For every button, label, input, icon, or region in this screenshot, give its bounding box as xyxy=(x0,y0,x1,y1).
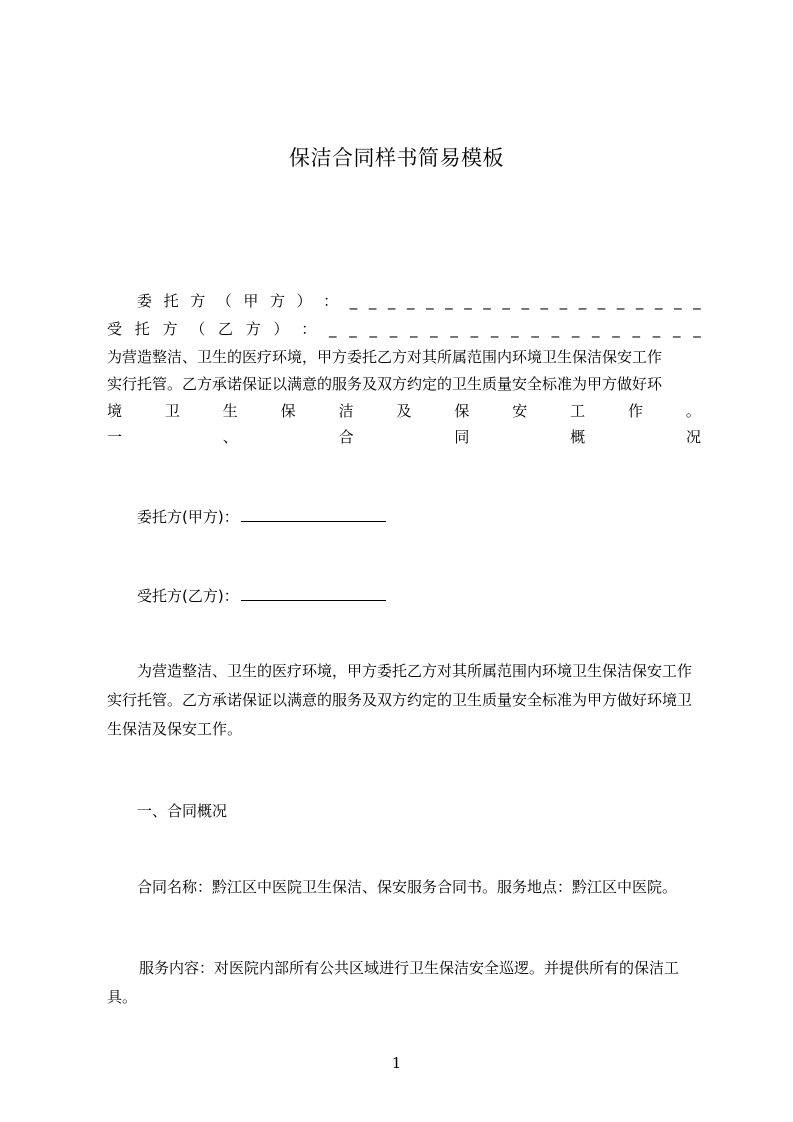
spread-char: _ xyxy=(559,292,568,310)
service-content-paragraph xyxy=(107,954,701,1012)
spread-char: 工 xyxy=(570,402,586,420)
spread-char: 乙 xyxy=(218,320,234,338)
client-field xyxy=(137,506,386,527)
spread-char: _ xyxy=(597,292,606,310)
spread-char: _ xyxy=(490,320,499,338)
spread-char: 概 xyxy=(570,428,586,446)
spread-char: _ xyxy=(635,292,644,310)
intro-paragraph-text: 为营造整洁、卫生的医疗环境，甲方委托乙方对其所属范围内环境卫生保洁保安工作实行托管。乙方承诺保证以满意的服务及双方约定的卫生质量安全标准为甲方做好环境卫生保洁及保安工作。 xyxy=(107,662,693,738)
spread-char: _ xyxy=(450,320,458,338)
trustee-line-spread xyxy=(107,318,701,339)
spread-char: _ xyxy=(511,320,519,338)
spread-char: 安 xyxy=(512,402,528,420)
spread-char: _ xyxy=(329,320,337,338)
spread-char: 况 xyxy=(685,428,701,446)
spread-char: 保 xyxy=(280,402,296,420)
spread-char: _ xyxy=(674,292,682,310)
spread-char: _ xyxy=(652,320,661,338)
contract-info-paragraph xyxy=(107,873,701,902)
spread-char: _ xyxy=(578,292,587,310)
spread-char: _ xyxy=(655,292,663,310)
spread-char: （ xyxy=(216,292,232,310)
spread-char: _ xyxy=(426,292,434,310)
spread-char: 生 xyxy=(222,402,238,420)
spread-char: _ xyxy=(470,320,479,338)
spread-char: 方 xyxy=(245,320,261,338)
spread-char: _ xyxy=(672,320,681,338)
spread-char: _ xyxy=(445,292,453,310)
spread-char: _ xyxy=(612,320,620,338)
spread-char: _ xyxy=(632,320,641,338)
client-field-blank[interactable] xyxy=(241,507,386,522)
spread-char: 甲 xyxy=(243,292,259,310)
contract-info-text: 合同名称：黔江区中医院卫生保洁、保安服务合同书。服务地点：黔江区中医院。 xyxy=(137,878,678,896)
spread-char: _ xyxy=(521,292,529,310)
spread-char: _ xyxy=(369,320,377,338)
spread-char: 托 xyxy=(163,292,179,310)
spread-char: 及 xyxy=(396,402,412,420)
trustee-field xyxy=(137,585,386,606)
spread-char: 作 xyxy=(628,402,644,420)
intro-line-1: 为营造整洁、卫生的医疗环境，甲方委托乙方对其所属范围内环境卫生保洁保安工作 xyxy=(107,348,663,366)
spread-char: 。 xyxy=(685,402,701,420)
trustee-field-label: 受托方(乙方)： xyxy=(137,587,239,605)
service-content-text: 服务内容：对医院内部所有公共区域进行卫生保洁安全巡逻。并提供所有的保洁工具。 xyxy=(107,959,680,1006)
spread-char: 洁 xyxy=(338,402,354,420)
spread-char: 卫 xyxy=(164,402,180,420)
client-field-label: 委托方(甲方)： xyxy=(137,508,239,526)
spread-char: _ xyxy=(693,292,701,310)
spread-char: _ xyxy=(464,292,472,310)
spread-char: 境 xyxy=(107,402,123,420)
spread-char: 方 xyxy=(162,320,178,338)
spread-char: ） xyxy=(296,292,312,310)
spread-char: _ xyxy=(387,292,396,310)
spread-char: _ xyxy=(430,320,438,338)
spread-char: 方 xyxy=(269,292,285,310)
spread-char: _ xyxy=(571,320,580,338)
trustee-field-blank[interactable] xyxy=(241,586,386,601)
intro-line-2: 实行托管。乙方承诺保证以满意的服务及双方约定的卫生质量安全标准为甲方做好环 xyxy=(107,375,663,393)
spread-char: _ xyxy=(540,292,549,310)
spread-char: 托 xyxy=(134,320,150,338)
spread-char: _ xyxy=(409,320,418,338)
spread-char: _ xyxy=(349,292,358,310)
spread-char: ） xyxy=(273,320,289,338)
intro-line-3-spread xyxy=(107,400,701,421)
spread-char: ： xyxy=(301,320,317,338)
spread-char: 一 xyxy=(107,428,123,446)
spread-char: ： xyxy=(323,292,339,310)
intro-paragraph xyxy=(107,657,701,744)
spread-char: _ xyxy=(531,320,539,338)
section-heading: 一、合同概况 xyxy=(137,802,228,820)
spread-char: _ xyxy=(483,292,491,310)
spread-char: 方 xyxy=(190,292,206,310)
document-title: 保洁合同样书简易模板 xyxy=(289,146,504,170)
spread-char: _ xyxy=(693,320,701,338)
spread-char: 同 xyxy=(454,428,470,446)
section-line-spread xyxy=(107,426,701,447)
spread-char: _ xyxy=(368,292,377,310)
spread-char: _ xyxy=(551,320,560,338)
spread-char: _ xyxy=(592,320,600,338)
client-line-spread xyxy=(137,290,701,311)
spread-char: _ xyxy=(389,320,398,338)
spread-char: 委 xyxy=(137,292,153,310)
spread-char: _ xyxy=(616,292,625,310)
spread-char: （ xyxy=(190,320,206,338)
page-number: 1 xyxy=(391,1054,402,1072)
spread-char: 受 xyxy=(107,320,123,338)
spread-char: _ xyxy=(406,292,415,310)
spread-char: _ xyxy=(349,320,357,338)
spread-char: 、 xyxy=(222,428,238,446)
spread-char: _ xyxy=(502,292,510,310)
spread-char: 合 xyxy=(338,428,354,446)
spread-char: 保 xyxy=(454,402,470,420)
